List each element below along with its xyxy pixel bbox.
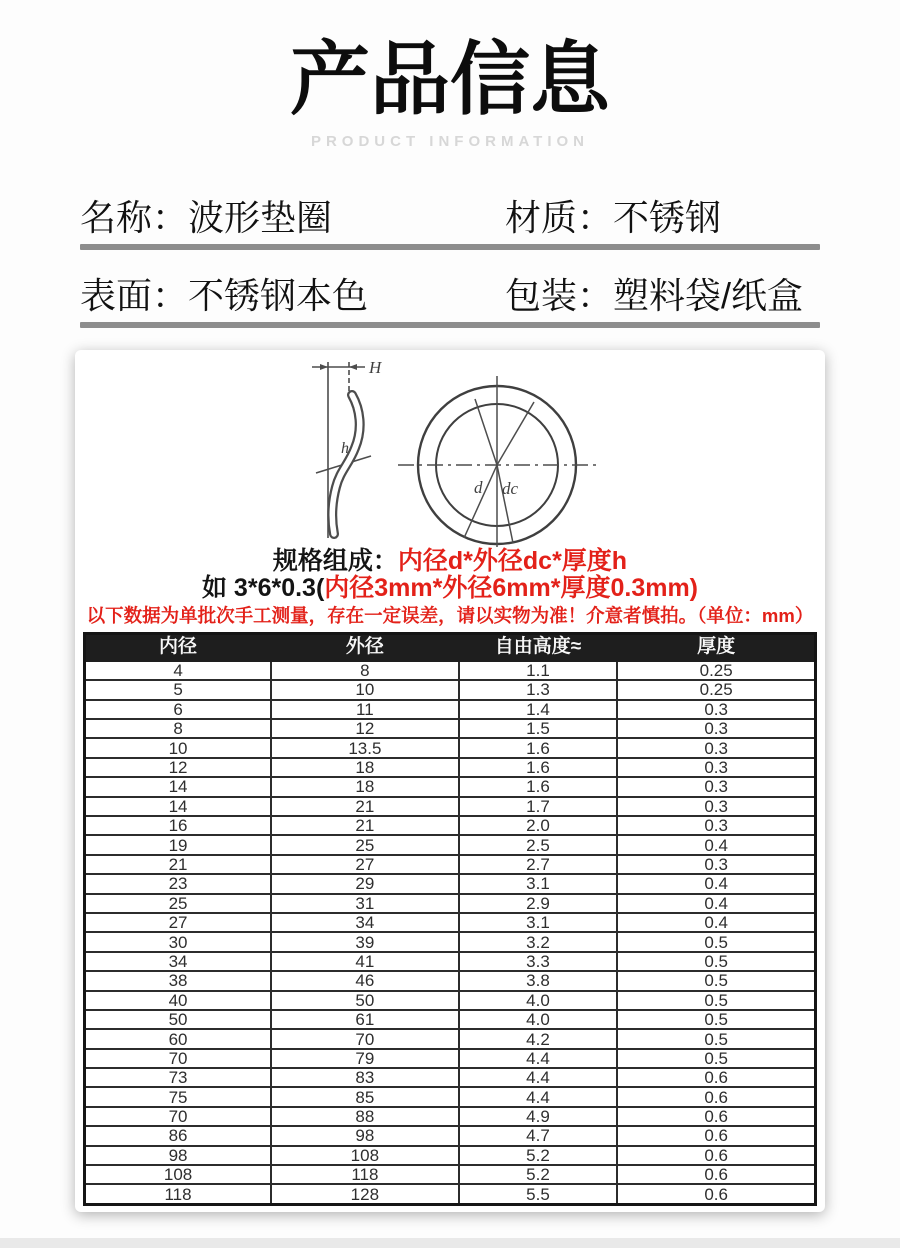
column-header: 厚度 xyxy=(617,634,815,661)
table-row xyxy=(85,661,816,680)
table-cell: 128 xyxy=(271,1184,459,1204)
table-cell: 11 xyxy=(271,700,459,719)
washer-diagram xyxy=(83,352,817,548)
table-cell: 0.6 xyxy=(617,1068,815,1087)
table-cell: 10 xyxy=(85,738,272,757)
table-cell: 4.7 xyxy=(459,1126,618,1145)
table-cell: 3.8 xyxy=(459,971,618,990)
table-cell: 31 xyxy=(271,894,459,913)
table-cell: 0.6 xyxy=(617,1146,815,1165)
dimension-table xyxy=(83,632,817,1206)
dimension-arrow xyxy=(320,364,328,370)
spec-example-line xyxy=(83,575,817,602)
table-row xyxy=(85,952,816,971)
spec-composition-value: 内径d*外径dc*厚度h xyxy=(397,547,628,575)
table-cell: 108 xyxy=(271,1146,459,1165)
product-specs xyxy=(80,186,820,328)
table-row xyxy=(85,1126,816,1145)
table-cell: 0.5 xyxy=(617,991,815,1010)
table-cell: 0.5 xyxy=(617,1029,815,1048)
table-cell: 46 xyxy=(271,971,459,990)
radial-line xyxy=(464,465,497,538)
table-cell: 0.6 xyxy=(617,1126,815,1145)
bottom-band xyxy=(0,1238,900,1248)
dimension-arrow xyxy=(349,364,357,370)
table-cell: 4.4 xyxy=(459,1049,618,1068)
table-cell: 4.4 xyxy=(459,1068,618,1087)
table-cell: 18 xyxy=(271,758,459,777)
table-cell: 10 xyxy=(271,680,459,699)
table-cell: 50 xyxy=(85,1010,272,1029)
table-cell: 21 xyxy=(271,797,459,816)
table-cell: 0.6 xyxy=(617,1087,815,1106)
table-row xyxy=(85,797,816,816)
table-cell: 21 xyxy=(271,816,459,835)
table-cell: 0.5 xyxy=(617,952,815,971)
spec-item: 表面：不锈钢本色 xyxy=(80,274,369,316)
spec-item: 名称：波形垫圈 xyxy=(80,196,333,238)
table-cell: 25 xyxy=(85,894,272,913)
spec-example-value: 内径3mm*外径6mm*厚度0.3mm) xyxy=(324,574,699,602)
radial-line xyxy=(497,465,513,543)
table-cell: 0.5 xyxy=(617,1010,815,1029)
table-cell: 27 xyxy=(271,855,459,874)
table-cell: 86 xyxy=(85,1126,272,1145)
table-cell: 23 xyxy=(85,874,272,893)
table-cell: 73 xyxy=(85,1068,272,1087)
disclaimer-text: 以下数据为单批次手工测量，存在一定误差，请以实物为准！介意者慎拍。（单位：mm） xyxy=(86,605,814,626)
table-row xyxy=(85,738,816,757)
table-cell: 1.6 xyxy=(459,777,618,796)
table-cell: 0.3 xyxy=(617,797,815,816)
table-cell: 4.9 xyxy=(459,1107,618,1126)
table-cell: 12 xyxy=(85,758,272,777)
table-row xyxy=(85,1146,816,1165)
column-header: 外径 xyxy=(271,634,459,661)
page-subtitle: PRODUCT INFORMATION xyxy=(310,133,590,150)
table-cell: 0.3 xyxy=(617,719,815,738)
table-cell: 40 xyxy=(85,991,272,1010)
divider xyxy=(80,244,820,250)
spec-row xyxy=(80,264,820,322)
table-row xyxy=(85,680,816,699)
table-cell: 0.25 xyxy=(617,680,815,699)
table-row xyxy=(85,1107,816,1126)
table-row xyxy=(85,700,816,719)
table-row xyxy=(85,816,816,835)
table-cell: 79 xyxy=(271,1049,459,1068)
table-cell: 8 xyxy=(271,661,459,680)
table-cell: 4 xyxy=(85,661,272,680)
table-cell: 118 xyxy=(85,1184,272,1204)
table-cell: 16 xyxy=(85,816,272,835)
table-row xyxy=(85,1010,816,1029)
table-cell: 0.4 xyxy=(617,913,815,932)
table-cell: 118 xyxy=(271,1165,459,1184)
table-cell: 5 xyxy=(85,680,272,699)
table-row xyxy=(85,855,816,874)
table-cell: 75 xyxy=(85,1087,272,1106)
table-row xyxy=(85,932,816,951)
table-cell: 39 xyxy=(271,932,459,951)
table-cell: 14 xyxy=(85,797,272,816)
column-header: 自由高度≈ xyxy=(459,634,618,661)
table-cell: 30 xyxy=(85,932,272,951)
table-cell: 38 xyxy=(85,971,272,990)
page-title: 产品信息 xyxy=(290,35,610,124)
table-cell: 0.5 xyxy=(617,1049,815,1068)
dimension-label-H: H xyxy=(369,358,382,377)
table-cell: 8 xyxy=(85,719,272,738)
table-cell: 0.3 xyxy=(617,738,815,757)
table-cell: 3.1 xyxy=(459,874,618,893)
radial-line xyxy=(475,399,497,465)
table-cell: 2.0 xyxy=(459,816,618,835)
table-cell: 6 xyxy=(85,700,272,719)
table-cell: 5.2 xyxy=(459,1165,618,1184)
table-cell: 0.6 xyxy=(617,1107,815,1126)
table-cell: 98 xyxy=(85,1146,272,1165)
table-cell: 3.3 xyxy=(459,952,618,971)
table-cell: 12 xyxy=(271,719,459,738)
table-cell: 1.3 xyxy=(459,680,618,699)
spec-composition-line xyxy=(83,548,817,575)
table-cell: 5.5 xyxy=(459,1184,618,1204)
table-row xyxy=(85,913,816,932)
table-cell: 61 xyxy=(271,1010,459,1029)
table-cell: 0.4 xyxy=(617,894,815,913)
table-cell: 4.0 xyxy=(459,1010,618,1029)
table-cell: 5.2 xyxy=(459,1146,618,1165)
table-cell: 29 xyxy=(271,874,459,893)
table-cell: 108 xyxy=(85,1165,272,1184)
table-cell: 70 xyxy=(85,1107,272,1126)
dimension-label-d: d xyxy=(474,478,483,497)
table-body xyxy=(85,661,816,1204)
table-row xyxy=(85,1068,816,1087)
table-cell: 0.3 xyxy=(617,758,815,777)
table-cell: 70 xyxy=(271,1029,459,1048)
divider xyxy=(80,322,820,328)
table-row xyxy=(85,835,816,854)
table-cell: 27 xyxy=(85,913,272,932)
table-cell: 98 xyxy=(271,1126,459,1145)
table-cell: 0.3 xyxy=(617,816,815,835)
table-cell: 0.3 xyxy=(617,855,815,874)
table-cell: 3.2 xyxy=(459,932,618,951)
table-row xyxy=(85,1087,816,1106)
centerlines xyxy=(398,376,596,547)
table-cell: 0.4 xyxy=(617,874,815,893)
table-row xyxy=(85,874,816,893)
table-row xyxy=(85,719,816,738)
table-row xyxy=(85,1029,816,1048)
table-cell: 0.3 xyxy=(617,700,815,719)
table-cell: 14 xyxy=(85,777,272,796)
spec-item: 材质：不锈钢 xyxy=(505,196,722,238)
table-row xyxy=(85,971,816,990)
table-cell: 13.5 xyxy=(271,738,459,757)
table-cell: 0.25 xyxy=(617,661,815,680)
header-row xyxy=(85,634,816,661)
table-cell: 50 xyxy=(271,991,459,1010)
table-cell: 34 xyxy=(85,952,272,971)
table-row xyxy=(85,1049,816,1068)
table-cell: 0.4 xyxy=(617,835,815,854)
table-cell: 0.6 xyxy=(617,1165,815,1184)
table-cell: 88 xyxy=(271,1107,459,1126)
table-cell: 1.5 xyxy=(459,719,618,738)
table-cell: 0.5 xyxy=(617,971,815,990)
dimension-label-h: h xyxy=(341,440,349,457)
table-cell: 4.4 xyxy=(459,1087,618,1106)
column-header: 内径 xyxy=(85,634,272,661)
product-card xyxy=(75,350,825,1212)
table-cell: 21 xyxy=(85,855,272,874)
table-cell: 1.6 xyxy=(459,758,618,777)
table-row xyxy=(85,894,816,913)
table-header xyxy=(85,634,816,661)
table-cell: 2.7 xyxy=(459,855,618,874)
table-cell: 1.1 xyxy=(459,661,618,680)
table-cell: 19 xyxy=(85,835,272,854)
table-cell: 60 xyxy=(85,1029,272,1048)
table-cell: 41 xyxy=(271,952,459,971)
table-cell: 4.2 xyxy=(459,1029,618,1048)
table-cell: 1.6 xyxy=(459,738,618,757)
table-row xyxy=(85,991,816,1010)
spec-example-label: 如 3*6*0.3( xyxy=(201,574,325,602)
dimension-label-dc: dc xyxy=(502,479,519,498)
table-cell: 70 xyxy=(85,1049,272,1068)
table-cell: 3.1 xyxy=(459,913,618,932)
table-row xyxy=(85,777,816,796)
spec-item: 包装：塑料袋/纸盒 xyxy=(505,274,804,316)
table-cell: 4.0 xyxy=(459,991,618,1010)
table-cell: 0.3 xyxy=(617,777,815,796)
table-row xyxy=(85,1165,816,1184)
table-cell: 2.5 xyxy=(459,835,618,854)
spec-row xyxy=(80,186,820,244)
table-cell: 0.6 xyxy=(617,1184,815,1204)
table-cell: 2.9 xyxy=(459,894,618,913)
radial-line xyxy=(497,402,534,465)
table-row xyxy=(85,758,816,777)
table-cell: 25 xyxy=(271,835,459,854)
table-cell: 85 xyxy=(271,1087,459,1106)
table-row xyxy=(85,1184,816,1204)
spec-composition-label: 规格组成： xyxy=(272,547,398,575)
table-cell: 1.4 xyxy=(459,700,618,719)
table-cell: 34 xyxy=(271,913,459,932)
table-cell: 18 xyxy=(271,777,459,796)
table-cell: 83 xyxy=(271,1068,459,1087)
table-cell: 0.5 xyxy=(617,932,815,951)
table-cell: 1.7 xyxy=(459,797,618,816)
